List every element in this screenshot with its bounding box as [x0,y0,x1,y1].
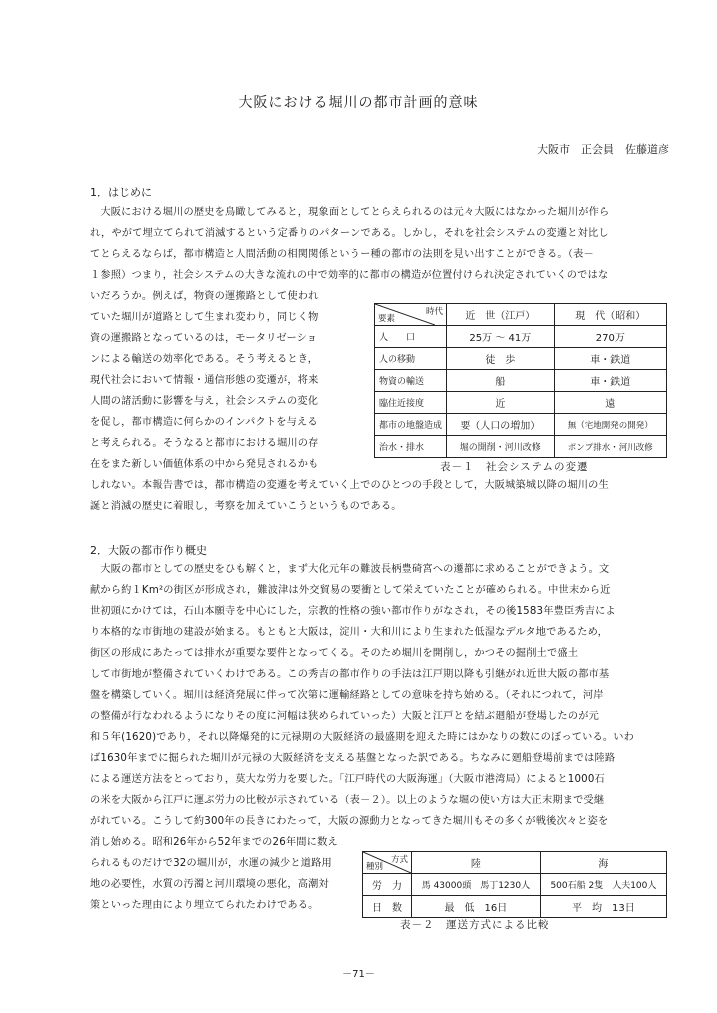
table-1-caption: 表－１ 社会システムの変遷 [440,461,589,473]
body-line: 策といった理由により埋立てられたわけである。 [90,900,319,911]
column-header: 海 [540,852,666,874]
body-line: られるものだけで32の堀川が，水運の減少と道路用 [90,858,332,869]
body-line: の米を大阪から江戸に運ぶ労力の比較が示されている（表－２）。以上のような堀の使い方は大正末期まで受継 [90,795,605,806]
table-row [375,392,667,414]
row-header: 臨住近接度 [375,392,447,414]
body-line: １参照）つまり，社会システムの大きな流れの中で効率的に都市の構造が位置付けられ決定されていくのではな [90,270,609,281]
table-cell: 車・鉄道 [554,348,666,370]
corner-label-bottom: 要素 [378,314,396,324]
body-line: 資の運搬路となっているのは，モータリゼーショ [90,333,318,344]
body-line: がれている。こうして約300年の長きにわたって，大阪の源動力となってきた堀川もその多くが戦後次々と姿を [90,816,609,827]
row-header: 物資の輸送 [375,370,447,392]
table-cell: 要（人口の増加） [447,414,555,436]
table-cell: 近 [447,392,555,414]
body-line: てとらえるならば，都市構造と人間活動の相関関係というー種の都市の法則を見い出すことができる。（表－ [90,249,594,260]
body-line: 地の必要性，水質の汚濁と河川環境の悪化，高潮対 [90,879,329,890]
column-header: 現 代（昭和） [554,304,666,326]
body-line: 大阪における堀川の歴史を鳥瞰してみると，現象面としてとらえられるのは元々大阪にはなかった堀川が作ら [90,207,610,218]
table-row [375,414,667,436]
table-row [375,436,667,458]
table-2 [362,851,667,918]
body-line: ていた堀川が道路として生まれ変わり，同じく物 [90,312,319,323]
body-line: 世初頭にかけては，石山本願寺を中心にした，宗教的性格の強い都市作りがなされ，その後1583年豊臣秀吉によ [90,606,616,617]
row-header: 労 力 [363,874,412,896]
body-line: 街区の形成にあたっては排水が重要な要件となってくる。そのため堀川を開削し，かつその掘削土で盛土 [90,648,579,659]
table-cell: 船 [447,370,555,392]
table-cell: 平 均 13日 [540,896,666,918]
table-cell: 最 低 16日 [412,896,541,918]
table-row [375,326,667,348]
row-header: 治水・排水 [375,436,447,458]
body-line: 在をまた新しい価値体系の中から発見されるかも [90,459,319,470]
author-line: 大阪市 正会員 佐藤道彦 [537,143,669,156]
column-header: 陸 [412,852,541,874]
row-header: 人の移動 [375,348,447,370]
body-line: いだろうか。例えば，物資の運搬路として使われ [90,291,319,302]
section2-heading: 2．大阪の都市作り概史 [90,544,207,557]
column-header: 近 世（江戸） [447,304,555,326]
table-cell: 270万 [554,326,666,348]
body-line: の整備が行なわれるようになりその度に河幅は狭められていった）大阪と江戸とを結ぶ廻船が登場したのが元 [90,711,599,722]
table-cell: 徒 歩 [447,348,555,370]
body-line: 盤を構築していく。堀川は経済発展に伴って次第に運輸経路としての意味を持ち始める。（それにつれて，河岸 [90,690,604,701]
table-cell: 馬 43000頭 馬丁1230人 [412,874,541,896]
body-line: 誕と消滅の歴史に着眼し，考察を加えていこうというものである。 [90,501,402,512]
table-cell: 500石船 2隻 人夫100人 [540,874,666,896]
table-cell: 堀の開削・河川改修 [447,436,555,458]
table-1 [374,303,667,458]
body-line: ば1630年までに掘られた堀川が元禄の大阪経済を支える基盤となった訳である。ちなみに廻船登場前までは陸路 [90,753,616,764]
body-line: り本格的な市街地の建設が始まる。もともと大阪は，淀川・大和川により生まれた低湿なデルタ地であるため， [90,627,609,638]
paper-title: 大阪における堀川の都市計画的意味 [238,95,479,111]
body-line: を促し，都市構造に何らかのインパクトを与える [90,417,318,428]
table-2-caption: 表－２ 運送方式による比較 [400,919,550,931]
body-line: しれない。本報告書では，都市構造の変遷を考えていく上でのひとつの手段として，大阪城築城以降の堀川の生 [90,480,609,491]
table-corner [375,304,447,326]
table-row [363,874,667,896]
body-line: 大阪の都市としての歴史をひも解くと，まず大化元年の難波長柄豊碕宮への遷都に求めることができよう。文 [90,564,610,575]
body-line: 消し始める。昭和26年から52年までの26年間に数え [90,837,338,848]
row-header: 日 数 [363,896,412,918]
table-row [375,348,667,370]
body-line: による運送方法をとっており，莫大な労力を要した。「江戸時代の大阪海運」（大阪市港湾局）によると1000石 [90,774,605,785]
row-header: 人 口 [375,326,447,348]
body-line: して市街地が整備されていくわけである。この秀吉の都市作りの手法は江戸期以降も引継がれ近世大阪の都市基 [90,669,610,680]
section1-heading: 1．はじめに [90,186,152,199]
table-cell: ポンプ排水・河川改修 [554,436,666,458]
body-line: 和５年(1620)であり，それ以降爆発的に元禄期の大阪経済の最盛期を迎えた時にはかなりの数にのぼっている。いわ [90,732,635,743]
corner-label-top: 時代 [426,307,444,317]
body-line: 現代社会において情報・通信形態の変遷が，将来 [90,375,319,386]
corner-label-bottom: 種別 [366,862,384,872]
table-corner [363,852,412,874]
table-row [363,896,667,918]
table-cell: 遠 [554,392,666,414]
corner-label-top: 方式 [390,855,408,865]
body-line: 献から約１Km²の街区が形成され，難波津は外交貿易の要衝として栄えていたことが確められる。中世末から近 [90,585,611,596]
table-row [375,370,667,392]
row-header: 都市の地盤造成 [375,414,447,436]
body-line: 人間の諸活動に影響を与え，社会システムの変化 [90,396,319,407]
body-line: れ，やがて埋立てられて消滅するという定番りのパターンである。しかし，それを社会システムの変遷と対比し [90,228,609,239]
table-cell: 無（宅地開発の開発） [554,414,666,436]
body-line: と考えられる。そうなると都市における堀川の存 [90,438,319,449]
page-number: －71－ [342,969,375,980]
body-line: ンによる輸送の効率化である。そう考えるとき， [90,354,319,365]
table-cell: 車・鉄道 [554,370,666,392]
table-cell: 25万 ～ 41万 [447,326,555,348]
